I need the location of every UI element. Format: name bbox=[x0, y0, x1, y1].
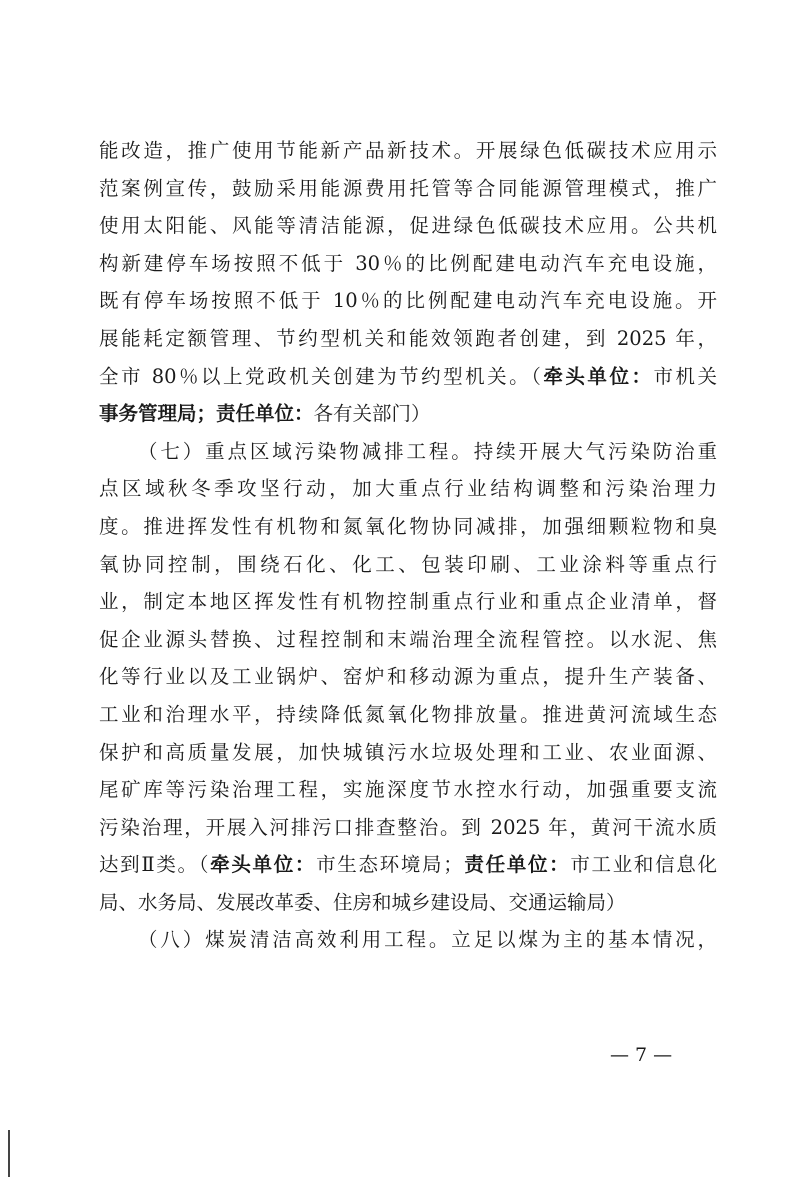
text-segment: 各有关部门） bbox=[313, 402, 431, 426]
section-heading-line: （八）煤炭清洁高效利用工程。立足以煤为主的基本情况， bbox=[138, 928, 717, 952]
text-line: 保护和高质量发展，加快城镇污水垃圾处理和工业、农业面源、 bbox=[99, 740, 717, 764]
text-line: 氧协同控制，围绕石化、化工、包装印刷、工业涂料等重点行 bbox=[99, 552, 717, 576]
responsible-unit-label: 责任单位： bbox=[462, 853, 571, 877]
text-segment: 市工业和信息化 bbox=[570, 853, 717, 877]
scan-edge-mark bbox=[8, 1130, 10, 1177]
text-line: 范案例宣传，鼓励采用能源费用托管等合同能源管理模式，推广 bbox=[99, 176, 717, 200]
text-segment: 市机关 bbox=[653, 364, 717, 388]
text-line: 构新建停车场按照不低于 30％的比例配建电动汽车充电设施， bbox=[99, 251, 717, 275]
text-line: 局、水务局、发展改革委、住房和城乡建设局、交通运输局） bbox=[99, 890, 626, 914]
body-text bbox=[99, 132, 717, 959]
text-line: 污染治理，开展入河排污口排查整治。到 2025 年，黄河干流水质 bbox=[99, 815, 717, 839]
text-line: 度。推进挥发性有机物和氮氧化物协同减排，加强细颗粒物和臭 bbox=[99, 514, 717, 538]
text-segment: 全市 80％以上党政机关创建为节约型机关。（ bbox=[99, 364, 544, 388]
text-line bbox=[99, 395, 717, 433]
text-line bbox=[99, 358, 717, 396]
responsible-unit-label: 责任单位： bbox=[216, 402, 314, 426]
text-line: 工业和治理水平，持续降低氮氧化物排放量。推进黄河流域生态 bbox=[99, 702, 717, 726]
text-line: 促企业源头替换、过程控制和末端治理全流程管控。以水泥、焦 bbox=[99, 627, 717, 651]
text-line: 化等行业以及工业锅炉、窑炉和移动源为重点，提升生产装备、 bbox=[99, 665, 717, 689]
text-line: 业，制定本地区挥发性有机物控制重点行业和重点企业清单，督 bbox=[99, 590, 717, 614]
text-segment: 市生态环境局； bbox=[316, 853, 463, 877]
section-heading-line: （七）重点区域污染物减排工程。持续开展大气污染防治重 bbox=[138, 439, 717, 463]
text-line: 使用太阳能、风能等清洁能源，促进绿色低碳技术应用。公共机 bbox=[99, 214, 717, 238]
text-line: 既有停车场按照不低于 10％的比例配建电动汽车充电设施。开 bbox=[99, 289, 717, 313]
lead-unit-label: 牵头单位： bbox=[543, 364, 654, 388]
text-line bbox=[99, 846, 717, 884]
lead-unit-label: 牵头单位： bbox=[210, 853, 317, 877]
text-line: 点区域秋冬季攻坚行动，加大重点行业结构调整和污染治理力 bbox=[99, 477, 717, 501]
text-line: 尾矿库等污染治理工程，实施深度节水控水行动，加强重要支流 bbox=[99, 778, 717, 802]
text-segment: 达到Ⅱ类。（ bbox=[99, 853, 211, 877]
page-number: — 7 — bbox=[610, 1044, 673, 1066]
text-line: 展能耗定额管理、节约型机关和能效领跑者创建，到 2025 年， bbox=[99, 326, 717, 350]
lead-unit-name: 事务管理局； bbox=[99, 402, 217, 426]
text-line: 能改造，推广使用节能新产品新技术。开展绿色低碳技术应用示 bbox=[99, 139, 717, 162]
